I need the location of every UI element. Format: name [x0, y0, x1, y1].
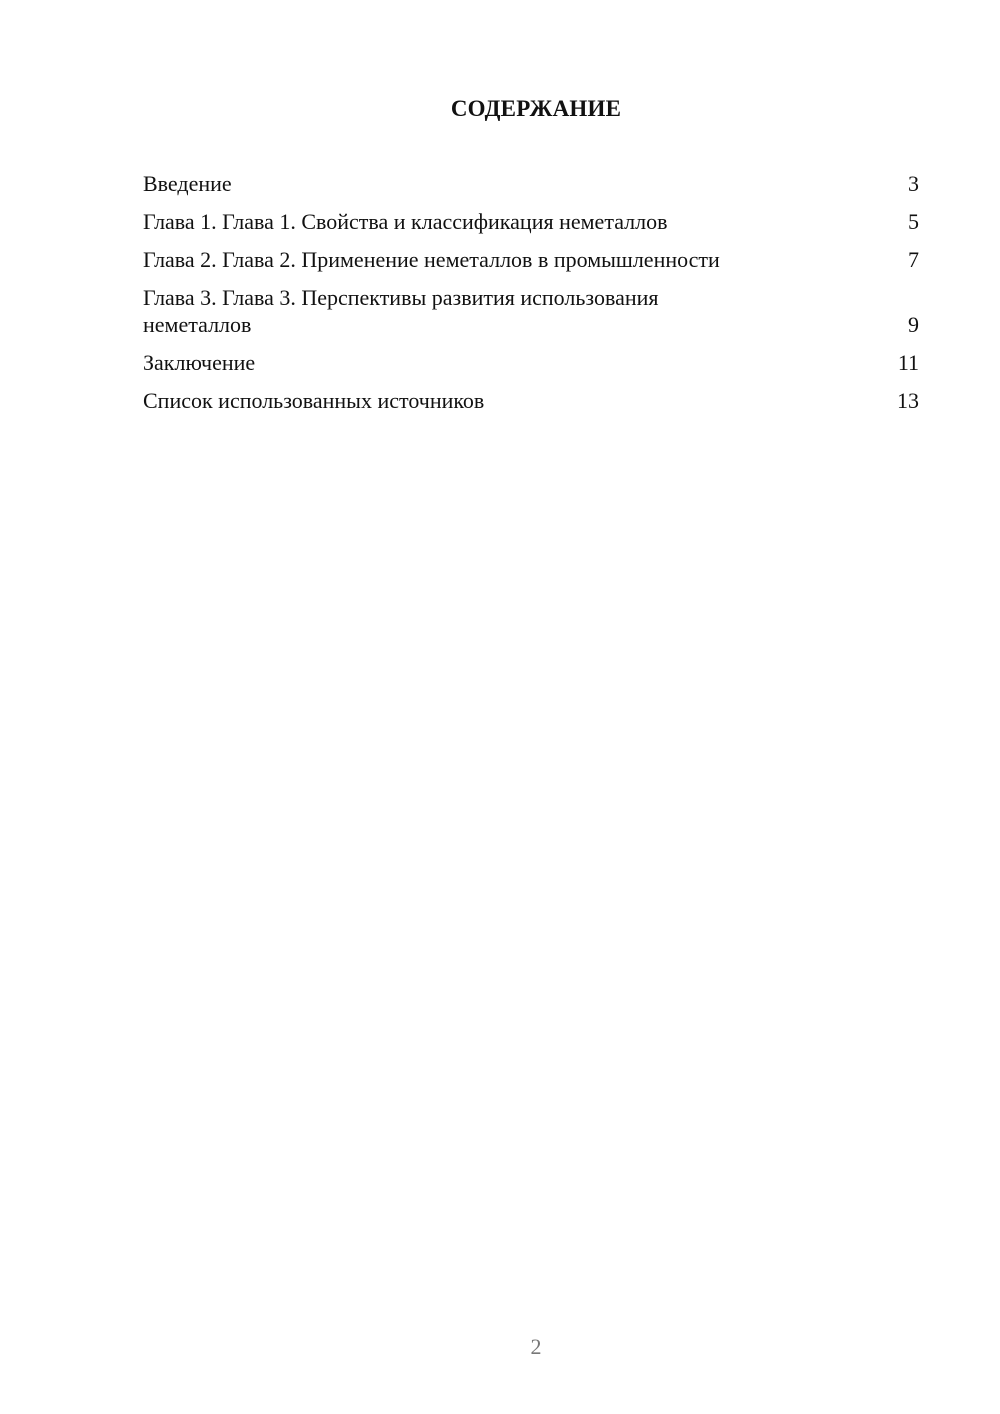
toc-item-label: Глава 1. Глава 1. Свойства и классификация неметаллов	[143, 209, 668, 234]
toc-item-label: Глава 3. Глава 3. Перспективы развития использования неметаллов	[143, 285, 659, 337]
toc-item-page: 3	[908, 171, 919, 196]
page-number: 2	[530, 1334, 542, 1359]
toc-item-page: 13	[897, 388, 919, 413]
toc-item-page: 9	[908, 312, 919, 337]
toc-item-label: Список использованных источников	[143, 388, 485, 413]
toc-item-page: 5	[908, 209, 919, 234]
toc-item[interactable]	[143, 170, 919, 197]
toc-item-label: Заключение	[143, 350, 256, 375]
toc-item-page: 7	[908, 247, 919, 272]
page-title: СОДЕРЖАНИЕ	[450, 96, 622, 121]
toc-item[interactable]	[143, 208, 919, 235]
toc-item[interactable]	[143, 349, 919, 376]
toc-item[interactable]	[143, 387, 919, 414]
table-of-contents	[143, 170, 919, 425]
toc-item[interactable]	[143, 284, 919, 338]
toc-item-label: Введение	[143, 171, 232, 196]
toc-item-label: Глава 2. Глава 2. Применение неметаллов в промышленности	[143, 247, 720, 272]
toc-item-page: 11	[897, 350, 919, 375]
toc-item[interactable]	[143, 246, 919, 273]
